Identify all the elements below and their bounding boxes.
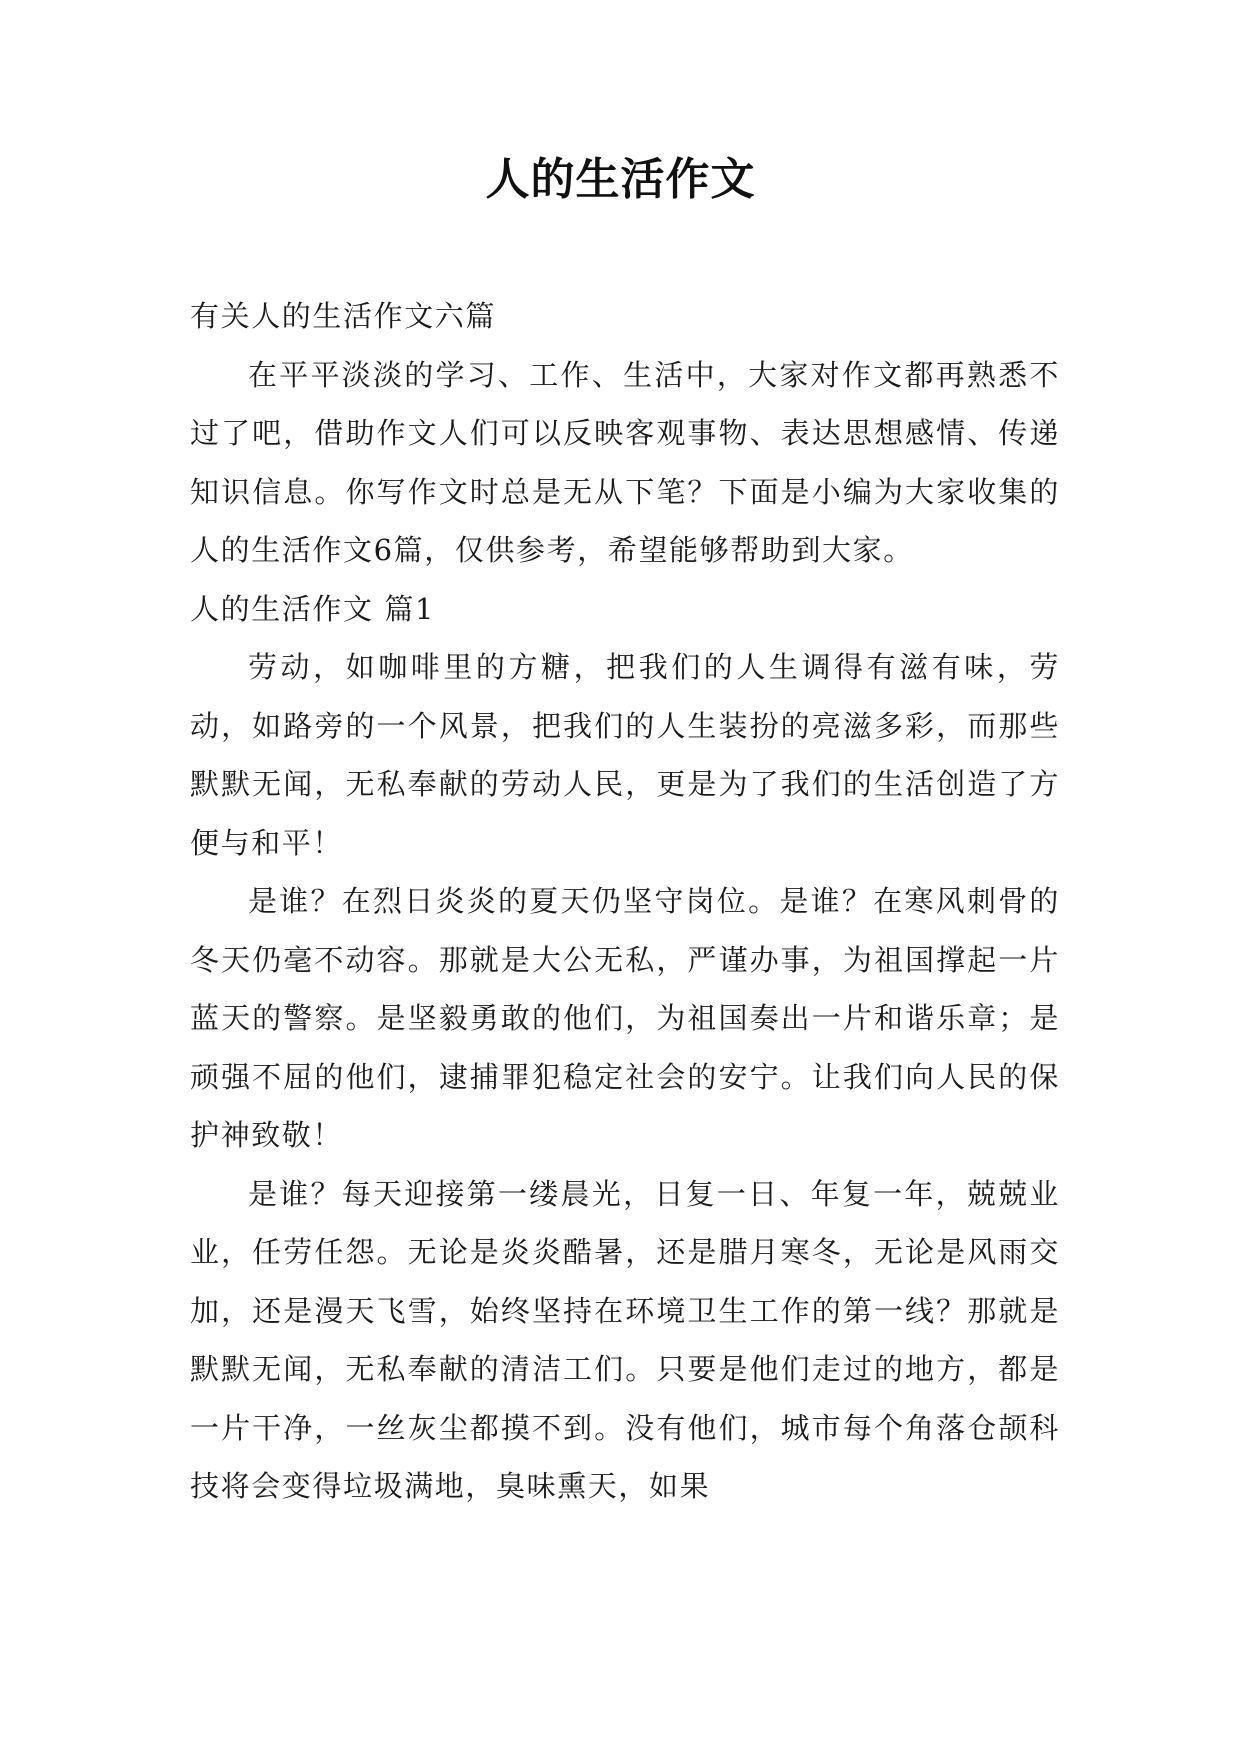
intro-paragraph: 在平平淡淡的学习、工作、生活中，大家对作文都再熟悉不过了吧，借助作文人们可以反映客观事物、表达思想感情、传递知识信息。你写作文时总是无从下笔？下面是小编为大家收集的人的生活作文6篇，仅供参考，希望能够帮助到大家。 [190, 357, 1060, 567]
body-paragraph: 是谁？每天迎接第一缕晨光，日复一日、年复一年，兢兢业业，任劳任怨。无论是炎炎酷暑，还是腊月寒冬，无论是风雨交加，还是漫天飞雪，始终坚持在环境卫生工作的第一线？那就是默默无闻，无私奉献的清洁工们。只要是他们走过的地方，都是一片干净，一丝灰尘都摸不到。没有他们，城市每个角落仓颉科技将会变得垃圾满地，臭味熏天，如果 [190, 1176, 1060, 1503]
section-heading: 人的生活作文 篇1 [190, 591, 436, 626]
body-paragraph: 劳动，如咖啡里的方糖，把我们的人生调得有滋有味，劳动，如路旁的一个风景，把我们的人生装扮的亮滋多彩，而那些默默无闻，无私奉献的劳动人民，更是为了我们的生活创造了方便与和平！ [190, 650, 1060, 860]
document-body [190, 287, 1060, 1516]
document-title: 人的生活作文 [485, 154, 756, 205]
document-subtitle: 有关人的生活作文六篇 [190, 299, 497, 333]
body-paragraph: 是谁？在烈日炎炎的夏天仍坚守岗位。是谁？在寒风刺骨的冬天仍毫不动容。那就是大公无私，严谨办事，为祖国撑起一片蓝天的警察。是坚毅勇敢的他们，为祖国奏出一片和谐乐章；是顽强不屈的他们，逮捕罪犯稳定社会的安宁。让我们向人民的保护神致敬！ [190, 884, 1060, 1152]
